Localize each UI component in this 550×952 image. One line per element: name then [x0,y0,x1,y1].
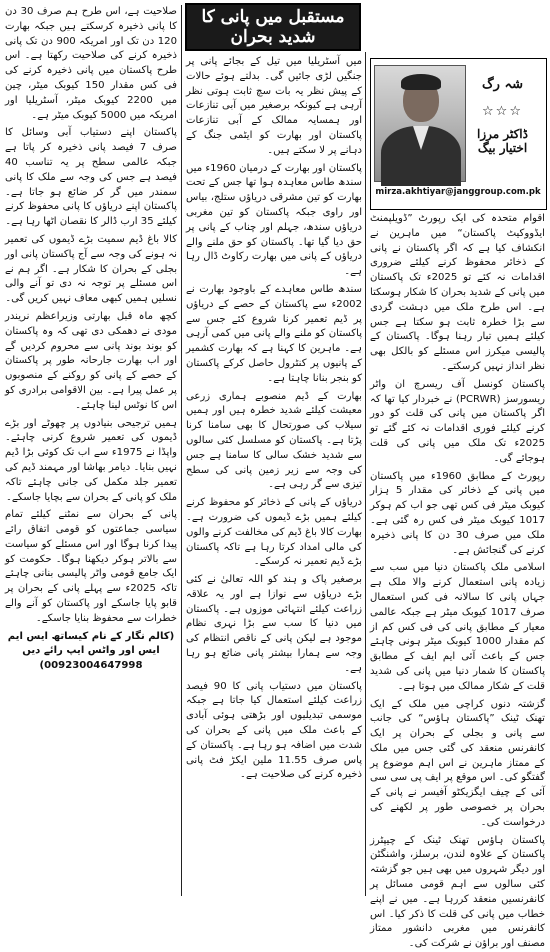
column-divider [365,52,366,896]
author-box [370,58,547,210]
paragraph: پانی کے بحران سے نمٹنے کیلئے تمام سیاسی جماعتوں کو قومی اتفاق رائے پیدا کرنا ہوگا اور اس مسئلے کو سیاست سے بالاتر ہوکر دیکھنا ہوگا۔ حکومت کو ایک جامع قومی واٹر پالیسی بنانی چاہئے تاکہ 2025ء سے پہلے پانی کے بحران پر قابو پایا جاسکے اور پاکستان کو آنے والے خطرات سے محفوظ بنایا جاسکے۔ [5,509,177,624]
paragraph: ہمیں ترجیحی بنیادوں پر چھوٹے اور بڑے ڈیموں کی تعمیر شروع کرنی چاہئے۔ واپڈا نے 1975ء سے اب تک کوئی بڑا ڈیم نہیں بنایا۔ دیامر بھاشا اور مہمند ڈیم کی تعمیر جلد مکمل کی جانی چاہئے تاکہ ملک کو پانی کے بحران سے بچایا جاسکے۔ [5,417,178,503]
paragraph: اقوام متحدہ کی ایک رپورٹ ”ڈویلپمنٹ ایڈووکیٹ پاکستان“ میں ماہرین نے انکشاف کیا ہے کہ اگر پاکستان نے پانی کے ذخائر محفوظ کرنے کیلئے ضروری اقدامات نہ کئے تو 2025ء تک پاکستان میں پانی کے شدید بحران کا شکار ہوسکتا ہے۔ اس طرح ملک میں دہشت گردی سے بڑا خطرہ ثابت ہو سکتا ہے جس کیلئے ہمیں تیار رہنا ہوگا۔ پاکستان کے پالیسی میکرز اس مسئلے کو بالکل بھی نظر انداز نہیں کرسکتے۔ [370,213,545,372]
text-column-right [370,212,546,950]
paragraph: سندھ طاس معاہدے کے باوجود بھارت نے 2002ء سے پاکستان کے حصے کے دریاؤں پر ڈیم تعمیر کرنا شروع کئے جس سے پاکستان کو ملنے والے پانی میں کمی آرہی ہے۔ ماہرین کا کہنا ہے کہ بھارت کشمیر کے پانیوں پر کنٹرول حاصل کرکے پاکستان کو بنجر بنانا چاہتا ہے۔ [186,283,362,384]
column-name: شہ رگ [482,77,523,92]
author-photo [374,65,466,182]
paragraph: صلاحیت ہے، اس طرح ہم صرف 30 دن کا پانی ذخیرہ کرسکتے ہیں جبکہ بھارت 120 دن تک اور امریکہ 900 دن تک پانی ذخیرہ کرنے کی صلاحیت رکھتا ہے۔ اس طرح پاکستان میں پانی ذخیرہ کرنے کی فی کس مقدار 150 کیوبک میٹر، چین میں 2200 کیوبک میٹر، آسٹریلیا اور امریکہ میں 5000 کیوبک میٹر ہے۔ [5,6,177,121]
author-email[interactable]: mirza.akhtiyar@janggroup.com.pk [375,187,541,197]
column-divider [181,5,182,896]
paragraph: گزشتہ دنوں کراچی میں ملک کے ایک تھنک ٹینک ”پاکستان ہاؤس“ کی جانب سے پانی و بجلی کے بحران پر ایک کانفرنس منعقد کی گئی جس میں ملک کے ممتاز ماہرین نے اس اہم موضوع پر گفتگو کی۔ اس موقع پر ایف پی سی سی آئی کے چیف ایگزیکٹو آفیسر نے پانی کے بحران پر خصوصی طور پر لکھنے کی درخواست کی۔ [370,698,545,828]
paragraph: برصغیر پاک و ہند کو اللہ تعالیٰ نے کئی بڑے دریاؤں سے نوازا ہے اور یہ علاقہ زراعت کیلئے انتہائی موزوں ہے۔ پاکستان میں دنیا کا سب سے بڑا نہری نظام موجود ہے لیکن پانی کے ناقص انتظام کی وجہ سے ہمارا بیشتر پانی ضائع ہو رہا ہے۔ [186,574,362,674]
paragraph: پاکستان اور بھارت کے درمیان 1960ء میں سندھ طاس معاہدہ ہوا تھا جس کے تحت بھارت کو تین مشرقی دریاؤں ستلج، بیاس اور راوی جبکہ پاکستان کو تین مغربی دریاؤں سندھ، جہلم اور چناب کے پانی پر حق دیا گیا تھا۔ پاکستان کو حق ملنے والے دریاؤں کے پانی میں بھارت رکاوٹ ڈال رہا ہے۔ [186,162,362,278]
photo-hair [401,74,441,90]
paragraph: میں آسٹریلیا میں تیل کے بجائے پانی پر جنگیں لڑی جائیں گی۔ بدلتے ہوئے حالات کے پیش نظر یہ بات سچ ثابت ہوتی نظر آرہی ہے کیونکہ برصغیر میں آبی تنازعات اور ہمسایہ ممالک کے آبی تنازعات پاکستان اور بھارت کو ایٹمی جنگ کے دہانے پر لا سکتے ہیں۔ [186,56,362,156]
contact-footer-note: (کالم نگار کے نام کیساتھ ایس ایم ایس اور واٹس ایپ رائے دیں 00923004647998) [7,630,175,672]
paragraph: پاکستان ہاؤس تھنک ٹینک کے چیپٹرز پاکستان کے علاوہ لندن، برسلز، واشنگٹن اور دیگر شہروں میں بھی ہیں جو گزشتہ کئی سالوں سے اہم قومی مسائل پر کانفرنسیں منعقد کررہا ہے۔ میں نے اپنے خطاب میں پانی کی قلت کا ذکر کیا۔ اس کانفرنس میں مغربی دانشور ممتاز مصنف اور براؤن نے شرکت کی۔ [370,834,545,950]
text-column-middle [186,55,362,896]
paragraph: کچھ ماہ قبل بھارتی وزیراعظم نریندر مودی نے دھمکی دی تھی کہ وہ پاکستان کو بوند بوند پانی سے محروم کردیں گے اور اب بھارت جارحانہ طور پر پاکستان کے حصے کے پانی کو روکنے کے منصوبوں پر عمل پیرا ہے۔ بین الاقوامی برادری کو اس کا نوٹس لینا چاہئے۔ [5,310,177,411]
paragraph: اسلامی ملک پاکستان دنیا میں سب سے زیادہ پانی استعمال کرنے والا ملک ہے جہاں پانی کا سالانہ فی کس استعمال صرف 1017 کیوبک میٹر ہے جبکہ عالمی معیار کے مطابق پانی کی فی کس کم از کم مقدار 1000 کیوبک میٹر ہونی چاہئے جس کے باعث آئی ایم ایف کے مطابق پاکستان کا شمار دنیا میں پانی کی شدید قلت کے شکار ممالک میں ہوتا ہے۔ [370,562,546,692]
paragraph: پاکستان کونسل آف ریسرچ ان واٹر ریسورسز (PCRWR) نے خبردار کیا تھا کہ اگر پاکستان میں پانی کی قلت کو دور کرنے کیلئے فوری اقدامات نہ کئے گئے تو 2025ء تک ملک میں پانی کی قلت ہوجائے گی۔ [370,378,546,464]
star-rating: ☆☆☆ [482,104,523,119]
paragraph: کالا باغ ڈیم سمیت بڑے ڈیموں کی تعمیر نہ ہونے کی وجہ سے آج پاکستان پانی اور بجلی کے بحران کا شکار ہے۔ اگر ہم نے اس مسئلے پر توجہ نہ دی تو آنے والی نسلیں ہمیں کبھی معاف نہیں کریں گی۔ [5,233,177,305]
paragraph: بھارت کے ڈیم منصوبے ہماری زرعی معیشت کیلئے شدید خطرہ ہیں اور ہمیں سیلاب کی صورتحال کا بھی سامنا کرنا پڑتا ہے۔ پاکستان کو مسلسل کئی سالوں سے شدید خشک سالی کا سامنا ہے جس کی وجہ سے زیر زمین پانی کی سطح تیزی سے گر رہی ہے۔ [186,390,362,491]
article-title: مستقبل میں پانی کا شدید بحران [185,3,361,51]
paragraph: پاکستان میں دستیاب پانی کا 90 فیصد زراعت کیلئے استعمال کیا جاتا ہے جبکہ موسمی تبدیلیوں اور بڑھتی ہوئی آبادی کے باعث ملک میں پانی کے بحران کی شدت میں اضافہ ہو رہا ہے۔ پاکستان کے پاس صرف 11.55 ملین ایکڑ فٹ پانی ذخیرہ کرنے کی صلاحیت ہے۔ [186,680,362,781]
paragraph: رپورٹ کے مطابق 1960ء میں پاکستان میں پانی کے ذخائر کی مقدار 5 ہزار کیوبک میٹر فی کس تھی جو اب کم ہوکر 1017 کیوبک میٹر فی کس رہ گئی ہے۔ ملک میں صرف 30 دن کا پانی ذخیرہ کرنے کی گنجائش ہے۔ [370,470,545,556]
author-name: ڈاکٹر مرزا اختیار بیگ [477,127,528,155]
text-column-left [5,5,177,896]
paragraph: پاکستان اپنے دستیاب آبی وسائل کا صرف 7 فیصد پانی ذخیرہ کر پاتا ہے جبکہ عالمی سطح پر یہ تناسب 40 فیصد ہے جس کی وجہ سے ملک کا پانی سمندر میں گر کر ضائع ہو جاتا ہے۔ پاکستان اپنے دریاؤں کا پانی محفوظ کرنے کیلئے 35 ارب ڈالر کا نقصان اٹھا رہا ہے۔ [5,127,177,228]
paragraph: دریاؤں کے پانی کے ذخائر کو محفوظ کرنے کیلئے ہمیں بڑے ڈیموں کی ضرورت ہے۔ بھارت کالا باغ ڈیم کی مخالفت کرنے والوں کی مالی امداد کرتا رہا ہے تاکہ پاکستان بڑے ڈیم تعمیر نہ کرسکے۔ [186,497,362,568]
